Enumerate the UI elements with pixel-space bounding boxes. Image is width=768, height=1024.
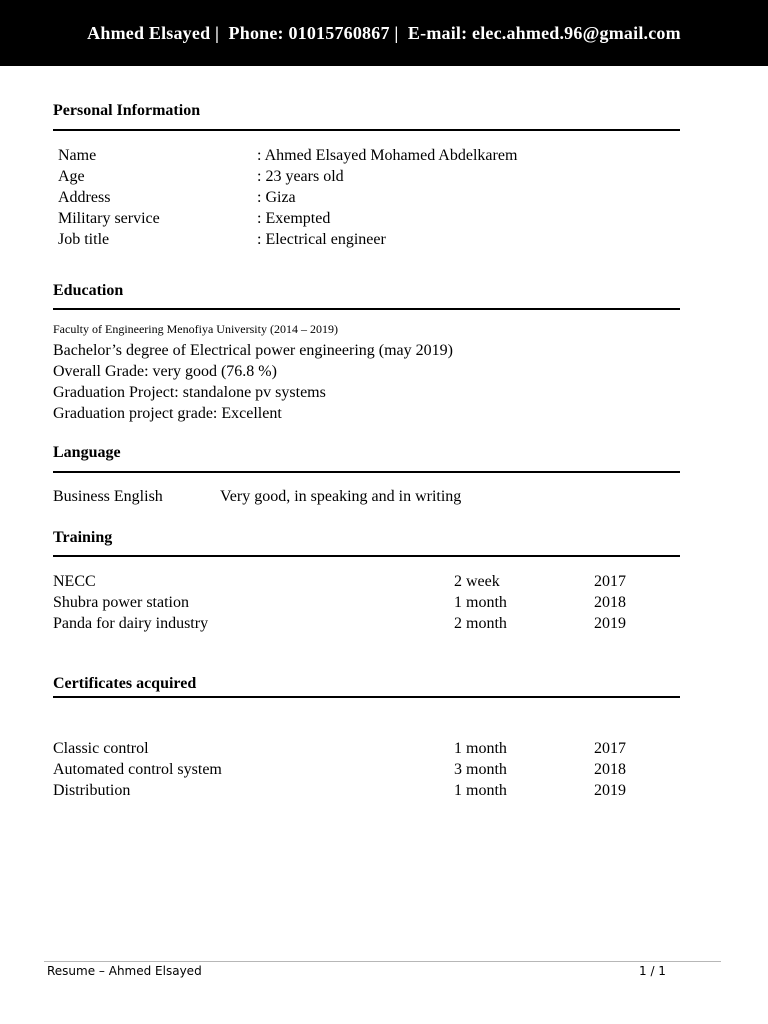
personal-label-address: Address (58, 189, 111, 206)
section-divider (53, 696, 680, 698)
education-grade: Overall Grade: very good (76.8 %) (53, 363, 277, 380)
training-name: Panda for dairy industry (53, 615, 209, 632)
personal-label-job: Job title (58, 231, 110, 248)
footer-page-number: 1 / 1 (639, 964, 666, 978)
personal-value-military: : Exempted (257, 210, 331, 227)
education-project: Graduation Project: standalone pv systems (53, 384, 326, 401)
training-duration: 2 week (454, 573, 500, 590)
personal-value-address: : Giza (257, 189, 296, 206)
training-year: 2018 (594, 594, 626, 611)
training-name: NECC (53, 573, 96, 590)
personal-label-age: Age (58, 168, 85, 185)
contact-header (0, 0, 768, 66)
training-year: 2019 (594, 615, 626, 632)
training-name: Shubra power station (53, 594, 189, 611)
personal-value-age: : 23 years old (257, 168, 344, 185)
training-year: 2017 (594, 573, 626, 590)
certificate-name: Distribution (53, 782, 131, 799)
certificate-name: Classic control (53, 740, 149, 757)
section-title-training: Training (53, 529, 113, 546)
personal-value-name: : Ahmed Elsayed Mohamed Abdelkarem (257, 147, 518, 164)
personal-label-military: Military service (58, 210, 160, 227)
education-faculty: Faculty of Engineering Menofiya University (2014 – 2019) (53, 322, 338, 336)
section-divider (53, 129, 680, 131)
language-level: Very good, in speaking and in writing (220, 488, 462, 505)
certificate-duration: 1 month (454, 782, 507, 799)
certificate-year: 2019 (594, 782, 626, 799)
certificate-year: 2017 (594, 740, 626, 757)
contact-header-text: Ahmed Elsayed | Phone: 01015760867 | E-mail: elec.ahmed.96@gmail.com (87, 22, 681, 43)
education-degree: Bachelor’s degree of Electrical power engineering (may 2019) (53, 342, 453, 359)
personal-label-name: Name (58, 147, 97, 164)
footer-document-title: Resume – Ahmed Elsayed (47, 964, 202, 978)
certificate-year: 2018 (594, 761, 626, 778)
section-divider (53, 308, 680, 310)
education-project-grade: Graduation project grade: Excellent (53, 405, 282, 422)
certificate-duration: 1 month (454, 740, 507, 757)
section-title-certificates: Certificates acquired (53, 675, 197, 692)
training-duration: 2 month (454, 615, 507, 632)
certificate-duration: 3 month (454, 761, 507, 778)
section-title-language: Language (53, 444, 121, 461)
section-title-education: Education (53, 282, 124, 299)
language-name: Business English (53, 488, 163, 505)
personal-value-job: : Electrical engineer (257, 231, 386, 248)
certificate-name: Automated control system (53, 761, 222, 778)
training-duration: 1 month (454, 594, 507, 611)
section-divider (53, 555, 680, 557)
section-title-personal-information: Personal Information (53, 102, 201, 119)
section-divider (53, 471, 680, 473)
footer-divider (44, 961, 721, 962)
